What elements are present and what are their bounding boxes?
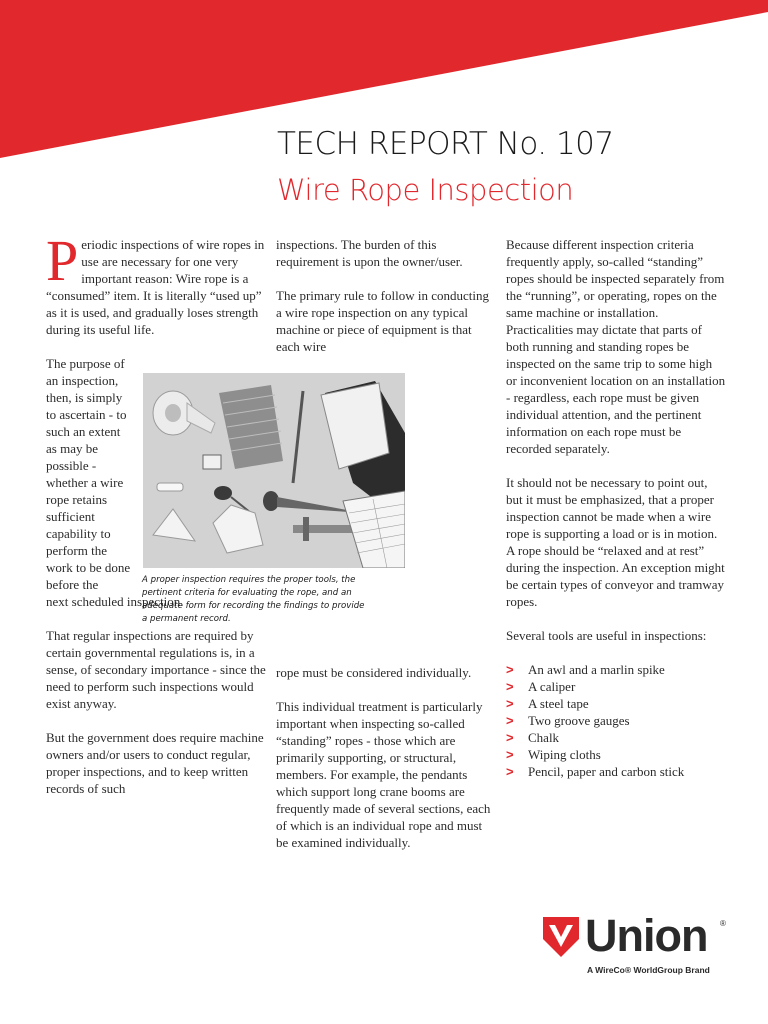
text-column-3 xyxy=(506,236,726,780)
tools-intro-paragraph: Several tools are useful in inspections: xyxy=(506,628,707,643)
bullet-icon: > xyxy=(506,764,514,779)
intro-text: eriodic inspections of wire ropes in use are necessary for one very important reason: Wire rope is a “consumed” item. It is literally “used up” as it is used, and gradually loses strength during its useful life. xyxy=(46,237,265,337)
bullet-icon: > xyxy=(506,696,514,711)
figure-caption: A proper inspection requires the proper tools, the pertinent criteria for evaluating the rope, and an adequate form for recording the findings to provide a permanent record. xyxy=(142,575,365,624)
list-item: > A steel tape xyxy=(506,696,589,711)
report-title: TECH REPORT No. 107 xyxy=(277,126,614,162)
text-column-2-lower xyxy=(276,664,496,868)
report-subtitle: Wire Rope Inspection xyxy=(277,173,574,207)
burden-paragraph: inspections. The burden of this requirement is upon the owner/user. xyxy=(276,237,463,269)
criteria-paragraph: Because different inspection criteria frequently apply, so-called “standing” ropes should be inspected separately from the “running”, or operating, ropes on the same machine or installation. Practicalities may dictate that parts of both running and standing ropes be inspected on the same trip to some high or inconvenient location on an installation - regardless, each rope must be given individual attention, and the pertinent information on each rope must be recorded separately. xyxy=(506,237,726,456)
purpose-paragraph-end: next scheduled inspection. xyxy=(46,594,184,609)
list-item: > An awl and a marlin spike xyxy=(506,662,665,677)
union-shield-logo-icon xyxy=(543,917,579,959)
logo-wordmark: Union xyxy=(585,910,708,961)
purpose-paragraph: The purpose of an inspection, then, is simply to ascertain - to such an extent as may be possible - whether a wire rope retains sufficient capability to perform the work to be done before the xyxy=(46,356,131,592)
dropcap: P xyxy=(46,228,79,293)
logo-registered-mark: ® xyxy=(720,919,726,928)
bullet-icon: > xyxy=(506,730,514,745)
bullet-icon: > xyxy=(506,679,514,694)
list-item: > Two groove gauges xyxy=(506,713,630,728)
logo-tagline: A WireCo® WorldGroup Brand xyxy=(587,965,710,975)
bullet-icon: > xyxy=(506,662,514,677)
inspection-tools-photo xyxy=(143,373,405,568)
intro-paragraph xyxy=(46,228,266,338)
bullet-icon: > xyxy=(506,713,514,728)
union-logo xyxy=(543,910,733,985)
list-item: > A caliper xyxy=(506,679,576,694)
primary-rule-paragraph: The primary rule to follow in conducting a wire rope inspection on any typical machine or piece of equipment is that each wire xyxy=(276,288,490,354)
individual-paragraph: rope must be considered individually. xyxy=(276,665,472,680)
bullet-icon: > xyxy=(506,747,514,762)
standing-ropes-paragraph: This individual treatment is particularly important when inspecting so-called “standing” ropes - those which are primarily supporting, or structural, members. For example, the pendants which support long crane booms are frequently made of several sections, each of which is an individual rope and must be examined individually. xyxy=(276,699,491,850)
list-item: > Pencil, paper and carbon stick xyxy=(506,764,685,779)
inspection-tools-photo-icon xyxy=(143,373,405,568)
list-item: > Wiping cloths xyxy=(506,747,601,762)
regulations-paragraph: That regular inspections are required by certain governmental regulations is, in a sense, of secondary importance - since the need to perform such inspections would exist anyway. xyxy=(46,628,266,711)
load-paragraph: It should not be necessary to point out, but it must be emphasized, that a proper inspection cannot be made when a wire rope is supporting a load or is in motion. A rope should be “relaxed and at rest” during the inspection. An exception might be certain types of conveyor and tramway ropes. xyxy=(506,475,725,609)
government-paragraph: But the government does require machine owners and/or users to conduct regular, proper inspections, and to keep written records of such xyxy=(46,730,264,796)
list-item: > Chalk xyxy=(506,730,560,745)
text-column-2 xyxy=(276,236,496,372)
tools-list xyxy=(506,661,726,780)
